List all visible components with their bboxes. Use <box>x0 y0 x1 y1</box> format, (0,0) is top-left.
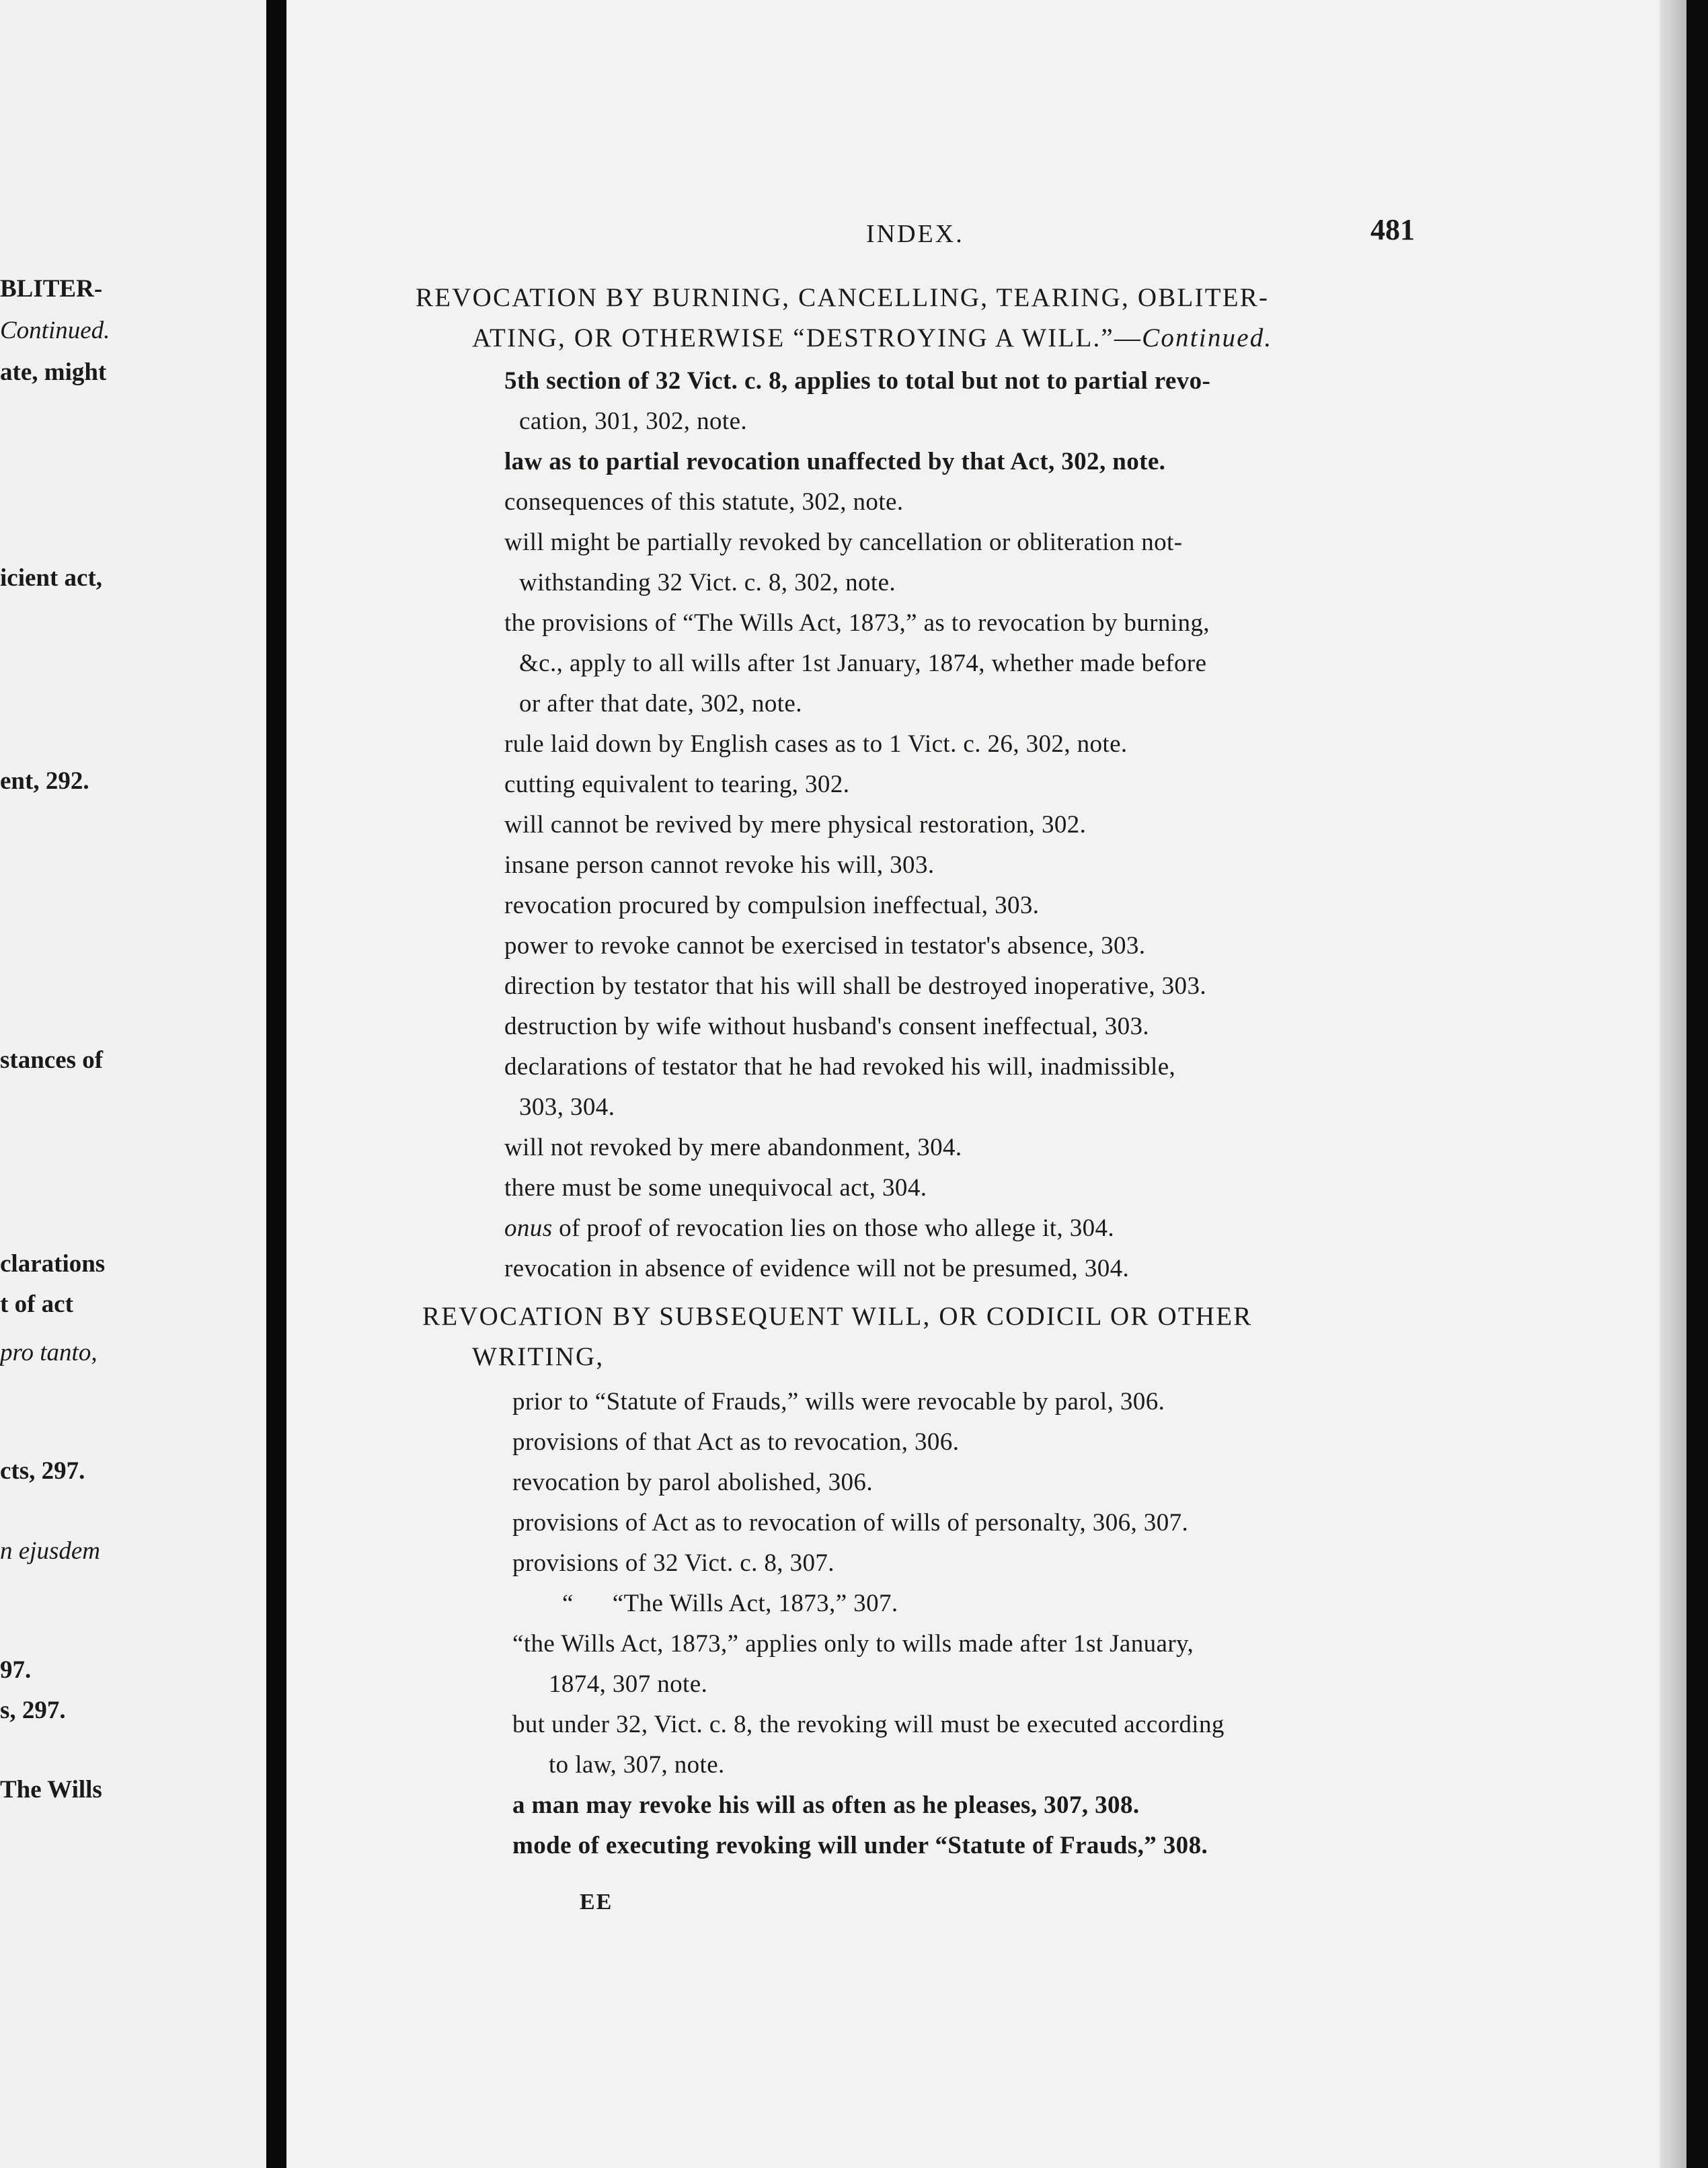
index-entry: declarations of testator that he had revoked his will, inadmissible, <box>504 1053 1176 1081</box>
index-entry: revocation by parol abolished, 306. <box>512 1469 873 1496</box>
right-page <box>286 0 1686 2168</box>
index-entry: power to revoke cannot be exercised in testator's absence, 303. <box>504 932 1146 960</box>
left-line: n ejusdem <box>0 1537 100 1565</box>
index-entry: revocation in absence of evidence will not be presumed, 304. <box>504 1255 1130 1282</box>
signature-mark: EE <box>580 1890 613 1914</box>
index-entry: 5th section of 32 Vict. c. 8, applies to total but not to partial revo- <box>504 367 1211 395</box>
index-entry: will might be partially revoked by cancellation or obliteration not- <box>504 529 1183 556</box>
left-line: clarations <box>0 1250 106 1278</box>
index-entry: mode of executing revoking will under “Statute of Frauds,” 308. <box>512 1832 1208 1859</box>
index-entry: revocation procured by compulsion ineffectual, 303. <box>504 892 1040 919</box>
left-line: stances of <box>0 1046 104 1074</box>
index-entry: cutting equivalent to tearing, 302. <box>504 771 850 798</box>
left-line: ate, might <box>0 358 107 386</box>
section-heading <box>472 323 1272 353</box>
section-heading: REVOCATION BY SUBSEQUENT WILL, OR CODICIL OR OTHER <box>422 1302 1253 1331</box>
index-entry: 303, 304. <box>519 1093 615 1121</box>
left-line: 97. <box>0 1656 32 1684</box>
index-entry: prior to “Statute of Frauds,” wills were revocable by parol, 306. <box>512 1388 1165 1416</box>
index-entry: &c., apply to all wills after 1st January, 1874, whether made before <box>519 650 1207 677</box>
onus-word: onus <box>504 1214 553 1242</box>
index-entry: destruction by wife without husband's consent ineffectual, 303. <box>504 1013 1150 1040</box>
index-entry: consequences of this statute, 302, note. <box>504 488 904 516</box>
section-heading: WRITING, <box>472 1342 605 1371</box>
index-entry: a man may revoke his will as often as he pleases, 307, 308. <box>512 1791 1140 1819</box>
index-entry: cation, 301, 302, note. <box>519 408 748 435</box>
index-entry: there must be some unequivocal act, 304. <box>504 1174 927 1202</box>
index-entry: provisions of 32 Vict. c. 8, 307. <box>512 1549 834 1577</box>
left-line: s, 297. <box>0 1697 66 1724</box>
running-title: INDEX. <box>866 220 964 248</box>
book-gutter <box>266 0 286 2168</box>
index-entry: provisions of Act as to revocation of wills of personalty, 306, 307. <box>512 1509 1189 1537</box>
left-line: ent, 292. <box>0 767 89 795</box>
index-entry: the provisions of “The Wills Act, 1873,” as to revocation by burning, <box>504 609 1210 637</box>
index-entry: direction by testator that his will shall be destroyed inoperative, 303. <box>504 972 1207 1000</box>
index-entry: 1874, 307 note. <box>549 1670 708 1698</box>
index-entry: rule laid down by English cases as to 1 Vict. c. 26, 302, note. <box>504 730 1128 758</box>
entry-text: of proof of revocation lies on those who allege it, 304. <box>559 1214 1115 1242</box>
page-number: 481 <box>1370 213 1415 246</box>
index-entry: withstanding 32 Vict. c. 8, 302, note. <box>519 569 896 596</box>
index-entry: “ “The Wills Act, 1873,” 307. <box>562 1590 898 1617</box>
left-line: t of act <box>0 1290 73 1318</box>
index-entry: will cannot be revived by mere physical restoration, 302. <box>504 811 1087 839</box>
left-line: cts, 297. <box>0 1457 85 1485</box>
left-line: pro tanto, <box>0 1339 98 1366</box>
left-line: The Wills <box>0 1776 102 1804</box>
index-entry: but under 32, Vict. c. 8, the revoking will must be executed according <box>512 1711 1225 1738</box>
index-entry: “the Wills Act, 1873,” applies only to wills made after 1st January, <box>512 1630 1194 1658</box>
index-entry: or after that date, 302, note. <box>519 690 802 718</box>
section-heading: REVOCATION BY BURNING, CANCELLING, TEARING, OBLITER- <box>416 283 1270 312</box>
heading-text: ATING, OR OTHERWISE “DESTROYING A WILL.”— <box>472 323 1142 352</box>
left-line: BLITER- <box>0 275 103 303</box>
index-entry <box>504 1214 1114 1243</box>
index-entry: provisions of that Act as to revocation, 306. <box>512 1428 960 1456</box>
index-entry: will not revoked by mere abandonment, 304. <box>504 1134 962 1161</box>
left-page <box>0 0 266 2168</box>
left-line: Continued. <box>0 317 110 344</box>
book-edge <box>1686 0 1708 2168</box>
left-line: icient act, <box>0 564 103 592</box>
index-entry: insane person cannot revoke his will, 303. <box>504 851 935 879</box>
index-entry: to law, 307, note. <box>549 1751 725 1779</box>
index-entry: law as to partial revocation unaffected by that Act, 302, note. <box>504 448 1166 475</box>
continued-label: Continued. <box>1142 323 1273 352</box>
